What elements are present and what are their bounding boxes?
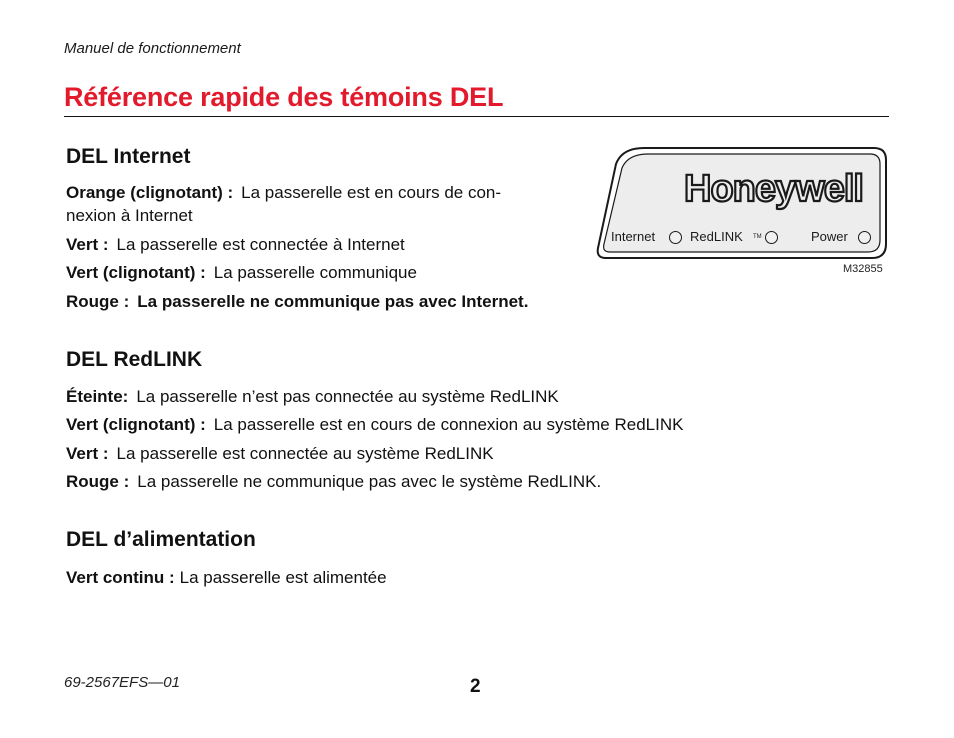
entry-term: Vert :: [66, 235, 109, 254]
document-number: 69-2567EFS—01: [64, 674, 180, 691]
internet-led-label: Internet: [611, 229, 656, 244]
internet-led: [669, 231, 682, 244]
internet-entry-orange-continuation: nexion à Internet: [66, 206, 193, 225]
entry-term: Vert (clignotant) :: [66, 415, 206, 434]
running-header: Manuel de fonctionnement: [64, 40, 241, 57]
section-heading-redlink: DEL RedLINK: [66, 348, 203, 371]
gateway-device-illustration: [592, 144, 890, 260]
entry-term: Rouge :: [66, 292, 130, 311]
entry-term: Vert continu :: [66, 568, 175, 587]
redlink-entry-green: [66, 442, 494, 465]
entry-text: La passerelle communique: [213, 263, 417, 282]
internet-entry-orange: [66, 181, 501, 204]
internet-entry-red: [66, 290, 528, 313]
entry-term: Vert :: [66, 444, 109, 463]
redlink-entry-red: [66, 470, 601, 493]
entry-text: La passerelle est connectée au système RedLINK: [116, 444, 494, 463]
figure-code: M32855: [843, 263, 883, 275]
power-led: [858, 231, 871, 244]
honeywell-logo: Honeywell: [684, 168, 863, 210]
trademark-mark: TM: [753, 234, 762, 240]
page-title: Référence rapide des témoins DEL: [64, 82, 504, 112]
entry-text: La passerelle ne communique pas avec Internet.: [137, 292, 529, 311]
entry-text: La passerelle est alimentée: [179, 568, 387, 587]
title-rule: [64, 116, 889, 117]
redlink-entry-green-blinking: [66, 413, 683, 436]
entry-term: Rouge :: [66, 472, 130, 491]
entry-text: La passerelle est en cours de con-: [241, 183, 502, 202]
section-heading-power: DEL d’alimentation: [66, 528, 256, 551]
entry-term: Orange (clignotant) :: [66, 183, 234, 202]
section-heading-internet: DEL Internet: [66, 145, 191, 168]
entry-text: La passerelle ne communique pas avec le système RedLINK.: [137, 472, 602, 491]
entry-term: Éteinte:: [66, 387, 129, 406]
entry-text: La passerelle est connectée à Internet: [116, 235, 405, 254]
entry-term: Vert (clignotant) :: [66, 263, 206, 282]
internet-entry-green: [66, 233, 405, 256]
entry-text: La passerelle est en cours de connexion au système RedLINK: [213, 415, 684, 434]
redlink-led: [765, 231, 778, 244]
internet-entry-green-blinking: [66, 261, 417, 284]
power-led-label: Power: [811, 229, 848, 244]
redlink-entry-off: [66, 385, 559, 408]
power-entry-steady-green: [66, 566, 387, 589]
entry-text: La passerelle n’est pas connectée au système RedLINK: [136, 387, 559, 406]
redlink-led-label: RedLINK: [690, 229, 743, 244]
page-number: 2: [470, 676, 481, 697]
